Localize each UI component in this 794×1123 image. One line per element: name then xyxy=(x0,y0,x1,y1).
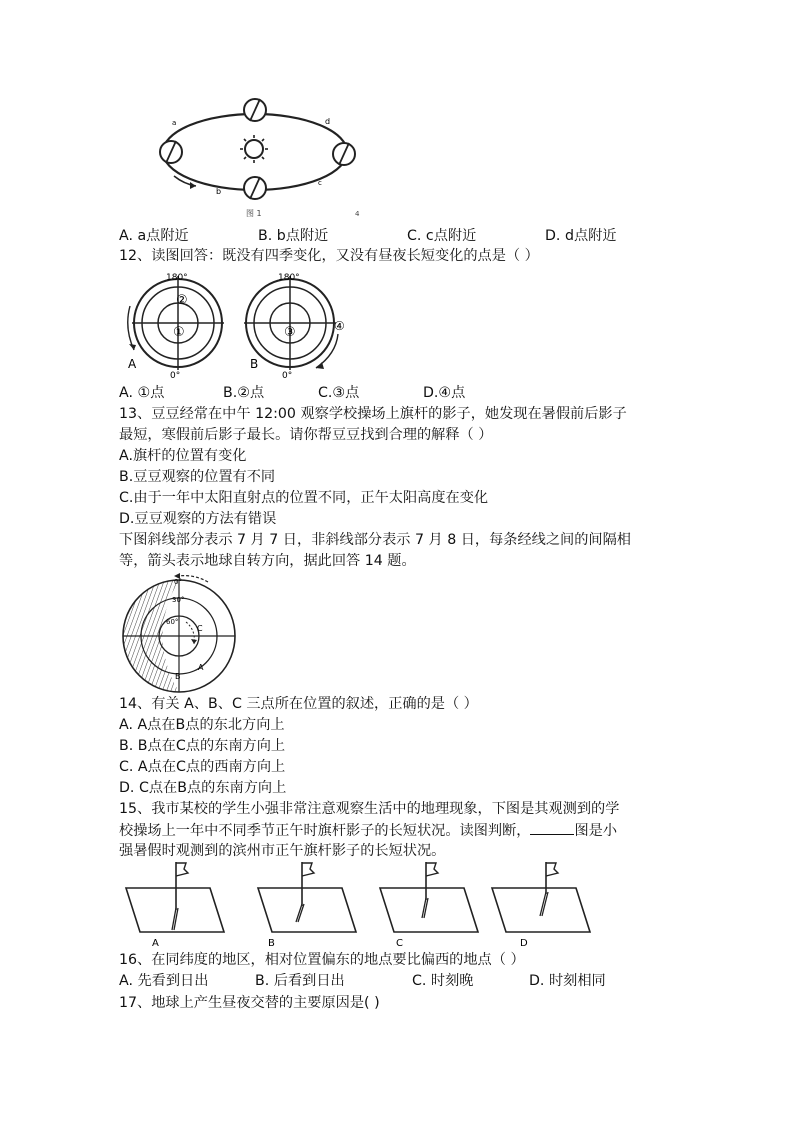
q14-intro-line1: 下图斜线部分表示 7 月 7 日，非斜线部分表示 7 月 8 日，每条经线之间的间隔相 xyxy=(119,532,631,548)
q14-option-c[interactable]: C. A点在C点的西南方向上 xyxy=(119,759,286,775)
q16-option-d[interactable]: D. 时刻相同 xyxy=(529,973,606,989)
sun-icon xyxy=(240,135,268,163)
svg-text:4: 4 xyxy=(355,210,360,218)
polar-label-60: 60° xyxy=(166,618,179,626)
polar-figure xyxy=(116,572,242,694)
polar-label-0: 0° xyxy=(174,578,182,586)
flagpole-label-c: C xyxy=(396,938,403,949)
q14-option-a[interactable]: A. A点在B点的东北方向上 xyxy=(119,717,285,733)
q13-option-d[interactable]: D.豆豆观察的方法有错误 xyxy=(119,511,277,527)
q13-option-b[interactable]: B.豆豆观察的位置有不同 xyxy=(119,469,276,485)
q15-stem-line1: 15、我市某校的学生小强非常注意观察生活中的地理现象，下图是其观测到的学 xyxy=(119,801,620,817)
q12-option-a[interactable]: A. ①点 xyxy=(119,385,165,401)
flagpole-figure-b xyxy=(250,860,362,950)
q13-option-c[interactable]: C.由于一年中太阳直射点的位置不同，正午太阳高度在变化 xyxy=(119,490,489,506)
q13-stem-line1: 13、豆豆经常在中午 12:00 观察学校操场上旗杆的影子，她发现在暑假前后影子 xyxy=(119,406,627,422)
orbit-label-d: d xyxy=(325,117,331,126)
q11-option-b[interactable]: B. b点附近 xyxy=(258,228,329,244)
orbit-caption: 图 1 xyxy=(246,209,262,218)
earth-right-icon xyxy=(333,143,355,165)
orbit-arrow-icon xyxy=(174,176,196,189)
q15-stem-line3: 强暑假时观测到的滨州市正午旗杆影子的长短状况。 xyxy=(119,843,446,859)
q14-stem: 14、有关 A、B、C 三点所在位置的叙述，正确的是（ ） xyxy=(119,696,478,712)
orbit-figure xyxy=(150,92,370,220)
fig-a-letter: A xyxy=(128,357,137,371)
q13-stem-line2: 最短，寒假前后影子最长。请你帮豆豆找到合理的解释（ ） xyxy=(119,427,493,443)
fig-b-point-4: ④ xyxy=(334,319,345,333)
q14-intro-line2: 等，箭头表示地球自转方向，据此回答 14 题。 xyxy=(119,553,416,569)
fig-a-bottom-label: 0° xyxy=(170,371,181,380)
q13-option-a[interactable]: A.旗杆的位置有变化 xyxy=(119,448,247,464)
earth-top-icon xyxy=(244,99,266,121)
orbit-label-a: a xyxy=(172,119,177,127)
polar-label-a: A xyxy=(198,663,204,672)
flagpole-figure-a xyxy=(118,860,230,950)
fig-a-point-1: ① xyxy=(173,325,185,340)
rotation-arrow-icon xyxy=(316,334,338,369)
flagpole-figure-d xyxy=(484,860,596,950)
q15-stem-line2-after: 图是小 xyxy=(574,823,618,839)
q11-option-a[interactable]: A. a点附近 xyxy=(119,228,189,244)
q14-option-b[interactable]: B. B点在C点的东南方向上 xyxy=(119,738,286,754)
q12-figure-a xyxy=(122,268,232,380)
q16-option-b[interactable]: B. 后看到日出 xyxy=(255,973,345,989)
q16-stem: 16、在同纬度的地区，相对位置偏东的地点要比偏西的地点（ ） xyxy=(119,952,525,968)
q15-answer-blank[interactable] xyxy=(530,820,574,835)
q15-stem-line2-before: 校操场上一年中不同季节正午时旗杆影子的长短状况。读图判断， xyxy=(119,823,531,839)
fig-b-top-label: 180° xyxy=(278,273,300,283)
q11-option-d[interactable]: D. d点附近 xyxy=(545,228,617,244)
q12-option-c[interactable]: C.③点 xyxy=(318,385,360,401)
earth-left-icon xyxy=(160,141,182,163)
flagpole-label-b: B xyxy=(268,938,275,949)
flagpole-label-a: A xyxy=(152,938,159,949)
q15-stem-line2 xyxy=(119,820,617,841)
polar-label-c: C xyxy=(197,624,203,633)
fig-a-top-label: 180° xyxy=(166,273,188,283)
earth-bottom-icon xyxy=(244,177,266,199)
q17-stem: 17、地球上产生昼夜交替的主要原因是( ) xyxy=(119,995,380,1011)
q12-option-b[interactable]: B.②点 xyxy=(223,385,265,401)
q12-figure-b xyxy=(240,268,352,380)
fig-b-letter: B xyxy=(250,357,259,371)
q11-option-c[interactable]: C. c点附近 xyxy=(407,228,477,244)
orbit-label-c: c xyxy=(318,179,322,187)
flagpole-label-d: D xyxy=(520,938,528,949)
q16-option-a[interactable]: A. 先看到日出 xyxy=(119,973,209,989)
q12-stem: 12、读图回答：既没有四季变化，又没有昼夜长短变化的点是（ ） xyxy=(119,248,539,264)
q16-option-c[interactable]: C. 时刻晚 xyxy=(412,973,474,989)
polar-label-b: B xyxy=(175,672,181,681)
q12-option-d[interactable]: D.④点 xyxy=(423,385,466,401)
polar-label-30: 30° xyxy=(172,596,185,604)
q14-option-d[interactable]: D. C点在B点的东南方向上 xyxy=(119,780,287,796)
fig-b-point-3: ③ xyxy=(284,325,296,340)
flagpole-figure-c xyxy=(372,860,484,950)
orbit-label-b: b xyxy=(216,187,222,196)
fig-b-bottom-label: 0° xyxy=(282,371,293,380)
fig-a-point-2: ② xyxy=(176,293,188,308)
